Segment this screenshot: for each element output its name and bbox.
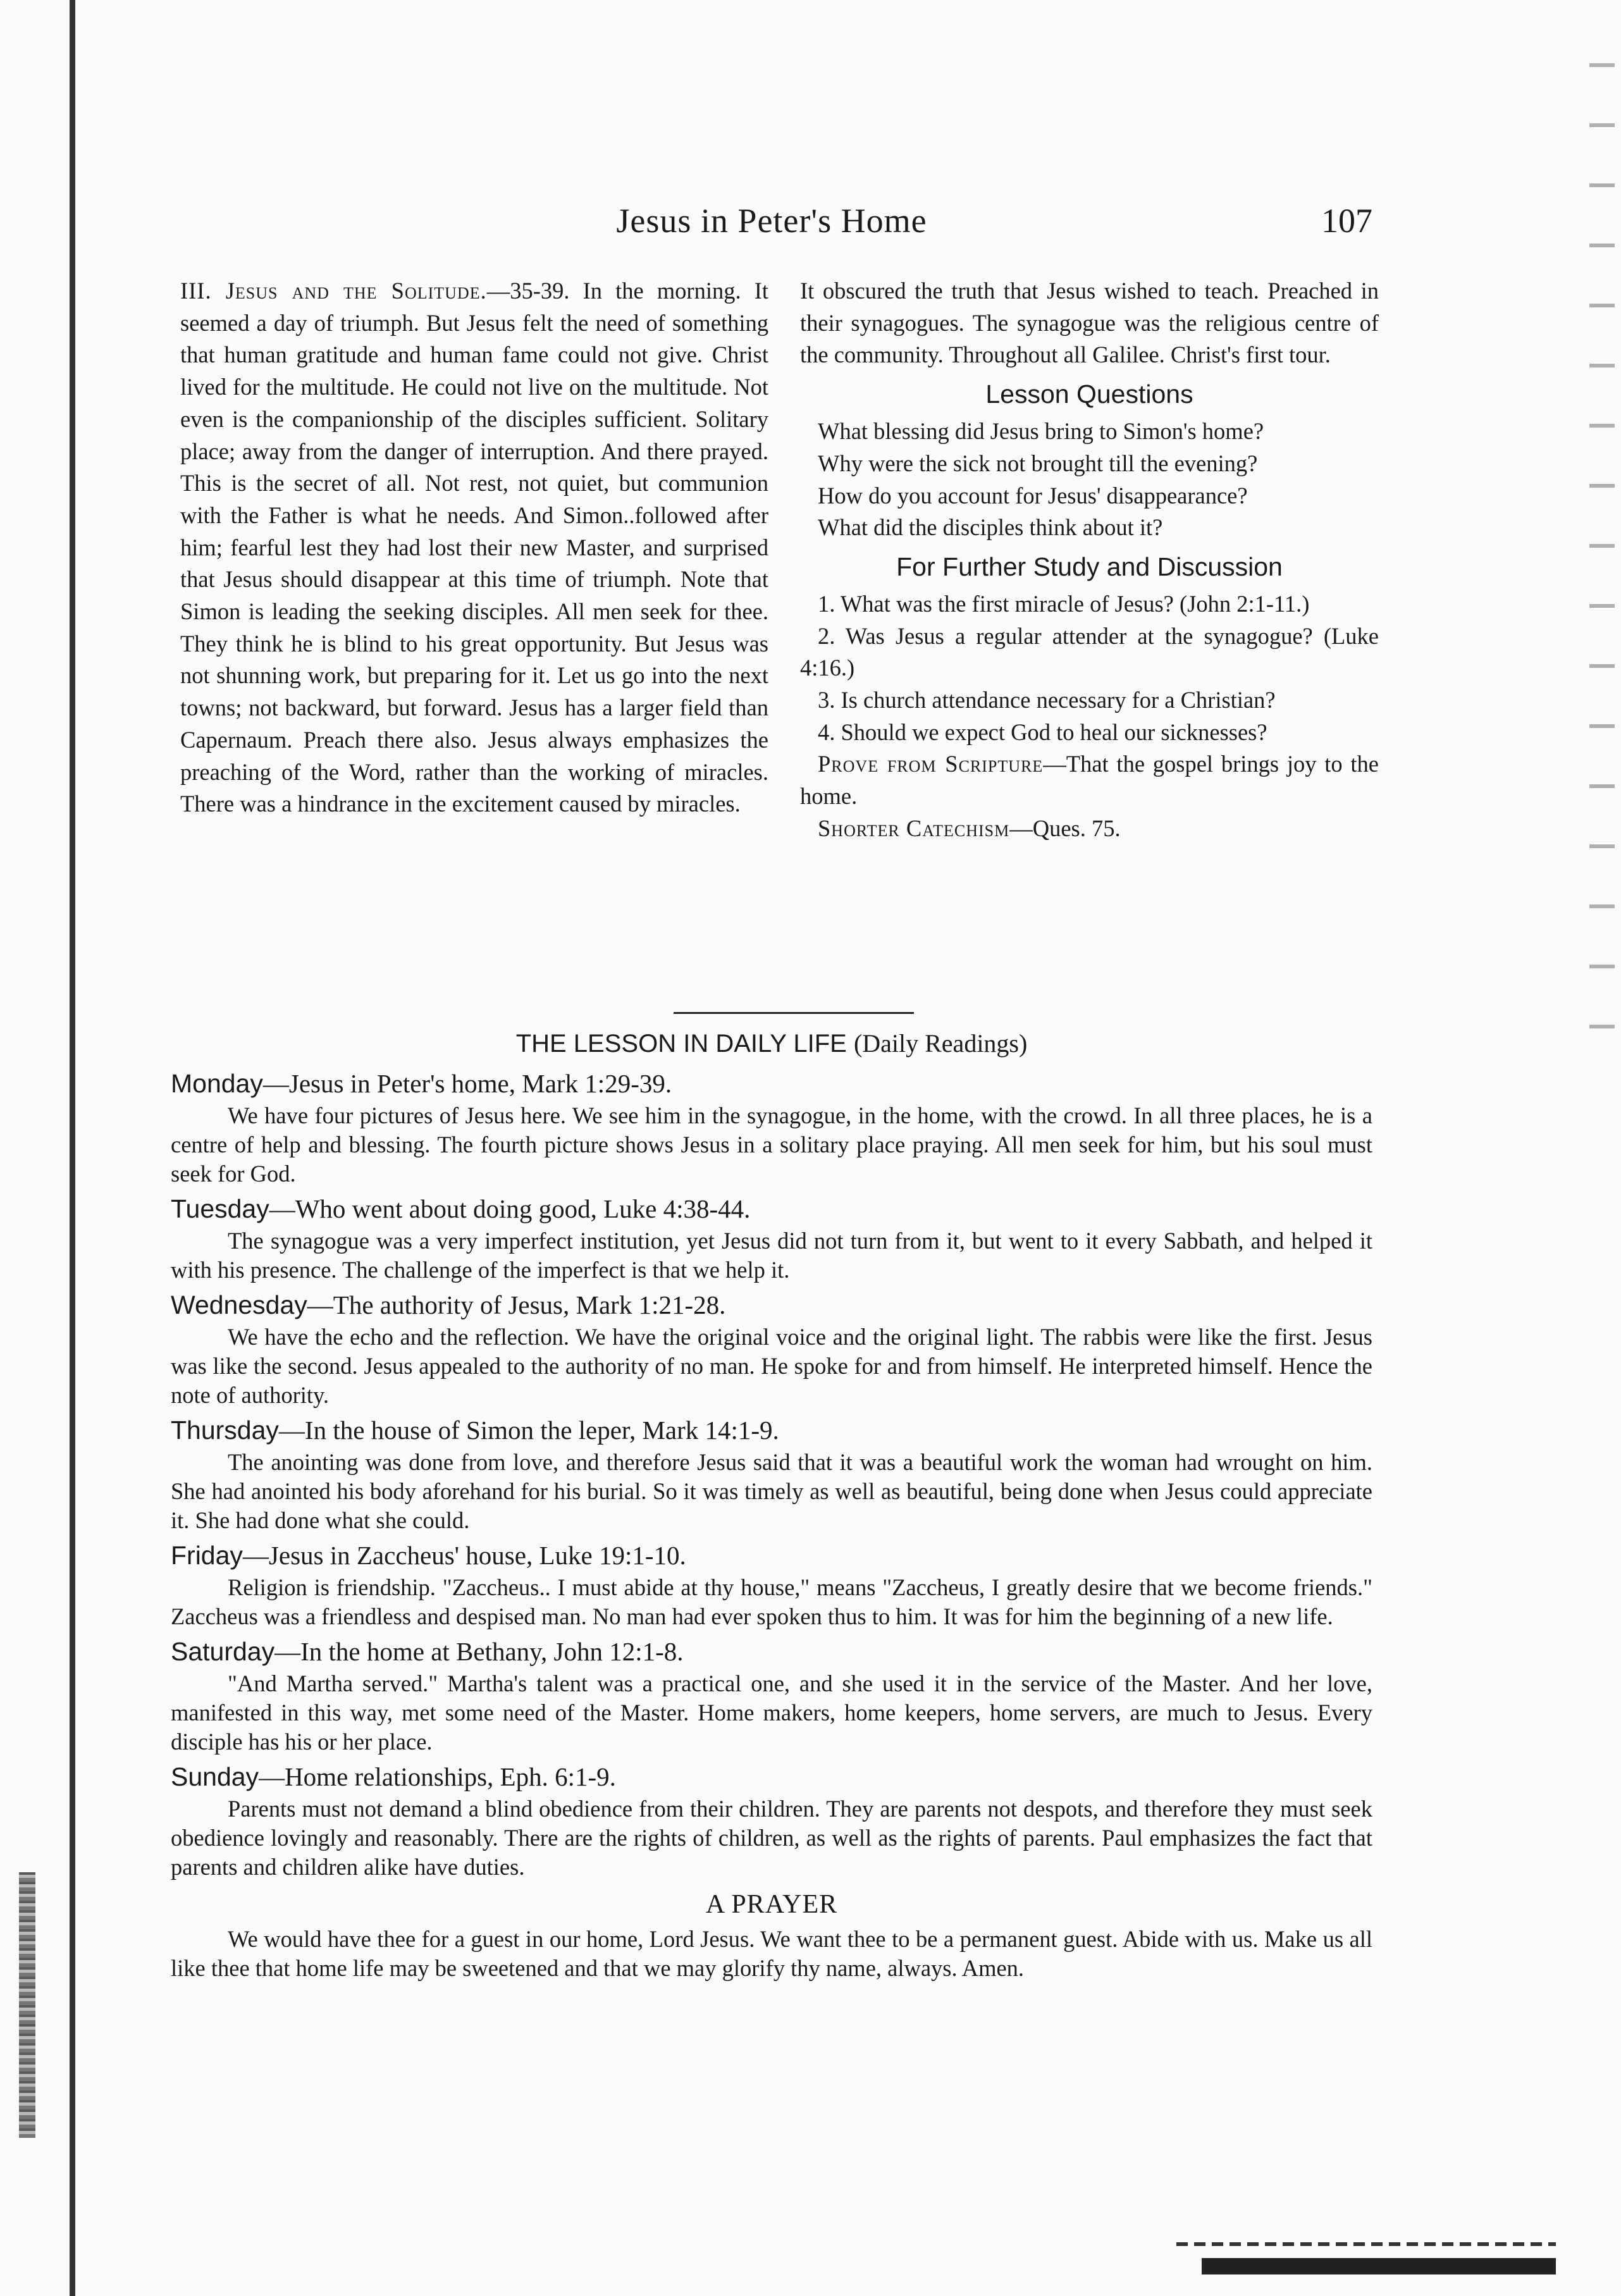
day-reference: —Home relationships, Eph. 6:1-9. (259, 1762, 616, 1791)
day-reference: —Jesus in Zaccheus' house, Luke 19:1-10. (242, 1541, 686, 1570)
day-reference: —In the house of Simon the leper, Mark 14:1-9. (278, 1416, 779, 1445)
lesson-question: Why were the sick not brought till the evening? (818, 450, 1258, 476)
day-text: We have four pictures of Jesus here. We see him in the synagogue, in the home, with the crowd. In all three places, he is a centre of help and blessing. The fourth picture shows Jesus in a solitary place praying. All men seek for him, but his soul must seek for God. (171, 1102, 1372, 1187)
daily-reading (171, 1287, 1372, 1410)
day-text: "And Martha served." Martha's talent was a practical one, and she used it in the service of the Master. And her love, manifested in this way, met some need of the Master. Home makers, home keepers, home servers, are much to Jesus. Every disciple has his or her place. (171, 1670, 1372, 1755)
study-question: 1. What was the first miracle of Jesus? (John 2:1-11.) (818, 590, 1310, 617)
day-text: We have the echo and the reflection. We have the original voice and the original light. The rabbis were like the first. Jesus was like the second. Jesus appealed to the authority of no man. He spoke for and from himself. He interpreted himself. Hence the note of authority. (171, 1324, 1372, 1408)
day-name: Friday (171, 1541, 243, 1570)
day-reference: —The authority of Jesus, Mark 1:21-28. (307, 1290, 726, 1319)
daily-reading (171, 1759, 1372, 1882)
lesson-questions-heading: Lesson Questions (985, 380, 1193, 409)
day-name: Saturday (171, 1637, 275, 1666)
running-head (171, 201, 1372, 245)
lesson-question: What blessing did Jesus bring to Simon's home? (818, 418, 1264, 445)
day-heading (171, 1191, 1372, 1226)
day-heading (171, 1066, 1372, 1101)
scan-artifact-left (19, 1872, 35, 2138)
daily-life-title (171, 1021, 1372, 1066)
prayer-title: A PRAYER (705, 1890, 838, 1919)
section-label: III. Jesus and the Solitude. (180, 278, 487, 304)
lesson-question: How do you account for Jesus' disappearance? (818, 482, 1248, 509)
daily-reading (171, 1412, 1372, 1535)
day-reference: —In the home at Bethany, John 12:1-8. (274, 1637, 684, 1666)
daily-reading (171, 1538, 1372, 1631)
day-text: Religion is friendship. "Zaccheus.. I must abide at thy house," means "Zaccheus, I greatly desire that we become friends." Zaccheus was a friendless and despised man. No man had ever spoken thus to him. It was for him the beginning of a new life. (171, 1574, 1372, 1629)
prove-text: —That the gospel brings joy to the home. (800, 751, 1379, 810)
catechism-text: —Ques. 75. (1009, 815, 1121, 841)
binding-edge (70, 0, 75, 2296)
day-name: Thursday (171, 1416, 279, 1445)
section-divider (674, 1012, 914, 1014)
lesson-question: What did the disciples think about it? (818, 514, 1163, 541)
shorter-catechism (800, 813, 1379, 845)
day-heading (171, 1412, 1372, 1448)
day-text: The synagogue was a very imperfect institution, yet Jesus did not turn from it, but went to it every Sabbath, and helped it with his presence. The challenge of the imperfect is that we help it. (171, 1228, 1372, 1283)
day-text: Parents must not demand a blind obedience from their children. They are parents not despots, and therefore they must seek obedience lovingly and reasonably. There are the rights of children, as well as the rights of parents. Paul emphasizes the fact that parents and children alike have duties. (171, 1796, 1372, 1880)
daily-reading (171, 1634, 1372, 1756)
right-column (800, 275, 1379, 845)
day-reference: —Jesus in Peter's home, Mark 1:29-39. (262, 1069, 672, 1098)
daily-reading (171, 1066, 1372, 1188)
scan-artifact-bottom-bar (1202, 2258, 1556, 2274)
daily-reading (171, 1191, 1372, 1285)
study-question: 3. Is church attendance necessary for a Christian? (818, 687, 1276, 713)
catechism-label: Shorter Catechism (818, 815, 1010, 841)
further-study-heading: For Further Study and Discussion (896, 552, 1283, 581)
day-reference: —Who went about doing good, Luke 4:38-44. (269, 1194, 751, 1223)
page-number: 107 (1321, 202, 1372, 240)
commentary-paragraph (180, 275, 768, 820)
day-name: Monday (171, 1069, 263, 1098)
daily-life-title-text: THE LESSON IN DAILY LIFE (515, 1030, 847, 1058)
daily-life-subtitle: (Daily Readings) (853, 1029, 1028, 1058)
day-heading (171, 1538, 1372, 1573)
commentary-continuation: It obscured the truth that Jesus wished to teach. Preached in their synagogues. The synagogue was the religious centre of the community. Throughout all Galilee. Christ's first tour. (800, 278, 1379, 368)
prayer-text: We would have thee for a guest in our home, Lord Jesus. We want thee to be a permanent guest. Abide with us. Make us all like thee that home life may be sweetened and that we may glorify thy name, always. Amen. (171, 1926, 1372, 1981)
prove-from-scripture (800, 748, 1379, 812)
day-heading (171, 1759, 1372, 1794)
day-name: Sunday (171, 1762, 259, 1791)
day-name: Wednesday (171, 1290, 307, 1319)
commentary-text: —35-39. In the morning. It seemed a day of triumph. But Jesus felt the need of something that human gratitude and human fame could not give. Christ lived for the multitude. He could not live on the multitude. Not even is the companionship of the disciples sufficient. Solitary place; away from the danger of interruption. And there prayed. This is the secret of all. Not rest, not quiet, but communion with the Father is what he needs. And Simon..followed after him; fearful lest they had lost their new Master, and surprised that Jesus should disappear at this time of triumph. Note that Simon is leading the seeking disciples. All men seek for thee. They think he is blind to his great opportunity. But Jesus was not shunning work, but preparing for it. Let us go into the next towns; not backward, but forward. Jesus has a larger field than Capernaum. Preach there also. Jesus always emphasizes the preaching of the Word, rather than the working of miracles. There was a hindrance in the excitement caused by miracles. (180, 278, 768, 817)
day-text: The anointing was done from love, and therefore Jesus said that it was a beautiful work the woman had wrought on him. She had anointed his body aforehand for his burial. So it was timely as well as beautiful, being done when Jesus could appreciate it. She had done what she could. (171, 1449, 1372, 1533)
prove-label: Prove from Scripture (818, 751, 1044, 777)
day-heading (171, 1287, 1372, 1323)
left-column (180, 275, 768, 820)
scan-artifact-bottom-dashes (1176, 2242, 1556, 2246)
running-title: Jesus in Peter's Home (616, 202, 927, 240)
study-question: 4. Should we expect God to heal our sicknesses? (818, 719, 1267, 745)
daily-life-section (171, 1021, 1372, 1983)
day-heading (171, 1634, 1372, 1669)
study-question: 2. Was Jesus a regular attender at the synagogue? (Luke 4:16.) (800, 622, 1379, 681)
day-name: Tuesday (171, 1194, 269, 1223)
scan-artifact-right (1589, 38, 1615, 1050)
